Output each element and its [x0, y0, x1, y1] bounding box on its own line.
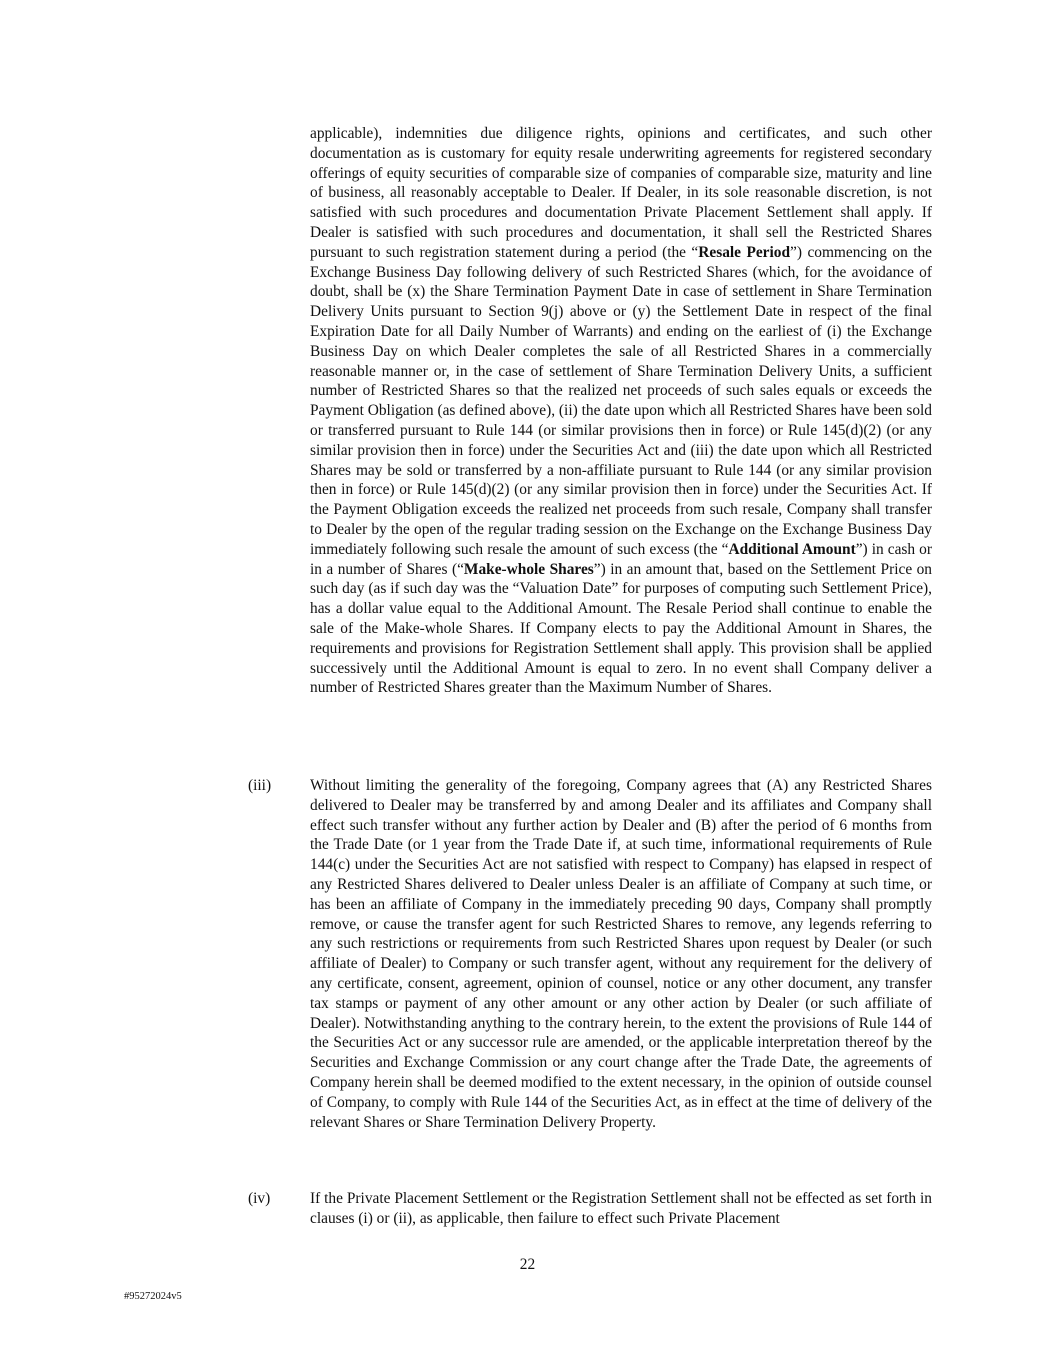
- defined-term-make-whole-shares: Make-whole Shares: [463, 560, 594, 578]
- clause-text-iv: If the Private Placement Settlement or the Registration Settlement shall not be effected as set forth in clauses (i) or (ii), as applicable, then failure to effect such Private Placement: [310, 1190, 932, 1227]
- defined-term-additional-amount: Additional Amount: [728, 540, 856, 558]
- clause-text-iii: Without limiting the generality of the foregoing, Company agrees that (A) any Restricted Shares delivered to Dealer may be transferred by and among Dealer and its affiliates and Company shall effect such transfer without any further action by Dealer and (B) after the period of 6 months from the Trade Date (or 1 year from the Trade Date if, at such time, informational requirements of Rule 144(c) under the Securities Act are not satisfied with respect to Company) has elapsed in respect of any Restricted Shares delivered to Dealer unless Dealer is an affiliate of Company at such time, or has been an affiliate of Company in the immediately preceding 90 days, Company shall promptly remove, or cause the transfer agent for such Restricted Shares to remove, any legends referring to any such restrictions or requirements from such Restricted Shares upon request by Dealer (or such affiliate of Dealer) to Company or such transfer agent, without any requirement for the delivery of any certificate, consent, agreement, opinion of counsel, notice or any other document, any transfer tax stamps or payment of any other amount or any other action by Dealer (or such affiliate of Dealer). Notwithstanding anything to the contrary herein, to the extent the provisions of Rule 144 of the Securities Act or any successor rule are amended, or the applicable interpretation thereof by the Securities and Exchange Commission or any court change after the Trade Date, the agreements of Company herein shall be deemed modified to the extent necessary, in the opinion of outside counsel of Company, to comply with Rule 144 of the Securities Act, as in effect at the time of delivery of the relevant Shares or Share Termination Delivery Property.: [310, 777, 932, 1131]
- continuation-text-3: ”) in cash or in a number of Shares (“: [310, 540, 932, 578]
- clause-label-iv: (iv): [248, 1190, 271, 1207]
- defined-term-resale-period: Resale Period: [698, 243, 791, 261]
- continuation-text-4: ”) in an amount that, based on the Settlement Price on such day (as if such day was the “Valuation Date” for purposes of computing such Settlement Price), has a dollar value equal to the Additional Amount. The Resale Period shall continue to enable the sale of the Make-whole Shares. If Company elects to pay the Additional Amount in Shares, the requirements and provisions for Registration Settlement shall apply. This provision shall be applied successively until the Additional Amount is equal to zero. In no event shall Company deliver a number of Restricted Shares greater than the Maximum Number of Shares.: [310, 560, 933, 697]
- clause-label-iii: (iii): [248, 777, 272, 794]
- page-number: 22: [519, 1256, 536, 1273]
- continuation-paragraph: [310, 124, 932, 698]
- continuation-text-2: ”) commencing on the Exchange Business Day following delivery of such Restricted Shares (which, for the avoidance of doubt, shall be (x) the Share Termination Payment Date in case of settlement in Share Termination Delivery Units pursuant to Section 9(j) above or (y) the Settlement Date in respect of the final Expiration Date for all Daily Number of Warrants) and ending on the earliest of (i) the Exchange Business Day on which Dealer completes the sale of all Restricted Shares in a commercially reasonable manner or, in the case of settlement of Share Termination Delivery Units, a sufficient number of Restricted Shares so that the realized net proceeds of such sales equals or exceeds the Payment Obligation (as defined above), (ii) the date upon which all Restricted Shares have been sold or transferred pursuant to Rule 144 (or similar provisions then in force) or Rule 145(d)(2) (or any similar provision then in force) under the Securities Act and (iii) the date upon which all Restricted Shares may be sold or transferred by a non-affiliate pursuant to Rule 144 (or any similar provision then in force) or Rule 145(d)(2) (or any similar provision then in force) under the Securities Act. If the Payment Obligation exceeds the realized net proceeds from such resale, Company shall transfer to Dealer by the open of the regular trading session on the Exchange on the Exchange Business Day immediately following such resale the amount of such excess (the “: [310, 243, 932, 558]
- document-id: #95272024v5: [124, 1291, 182, 1302]
- continuation-text-1: applicable), indemnities due diligence rights, opinions and certificates, and such other documentation as is customary for equity resale underwriting agreements for registered secondary offerings of equity securities of comparable size of companies of comparable size, maturity and line of business, all reasonably acceptable to Dealer. If Dealer, in its sole reasonable discretion, is not satisfied with such procedures and documentation Private Placement Settlement shall apply. If Dealer is satisfied with such procedures and documentation, it shall sell the Restricted Shares pursuant to such registration statement during a period (the “: [310, 125, 932, 261]
